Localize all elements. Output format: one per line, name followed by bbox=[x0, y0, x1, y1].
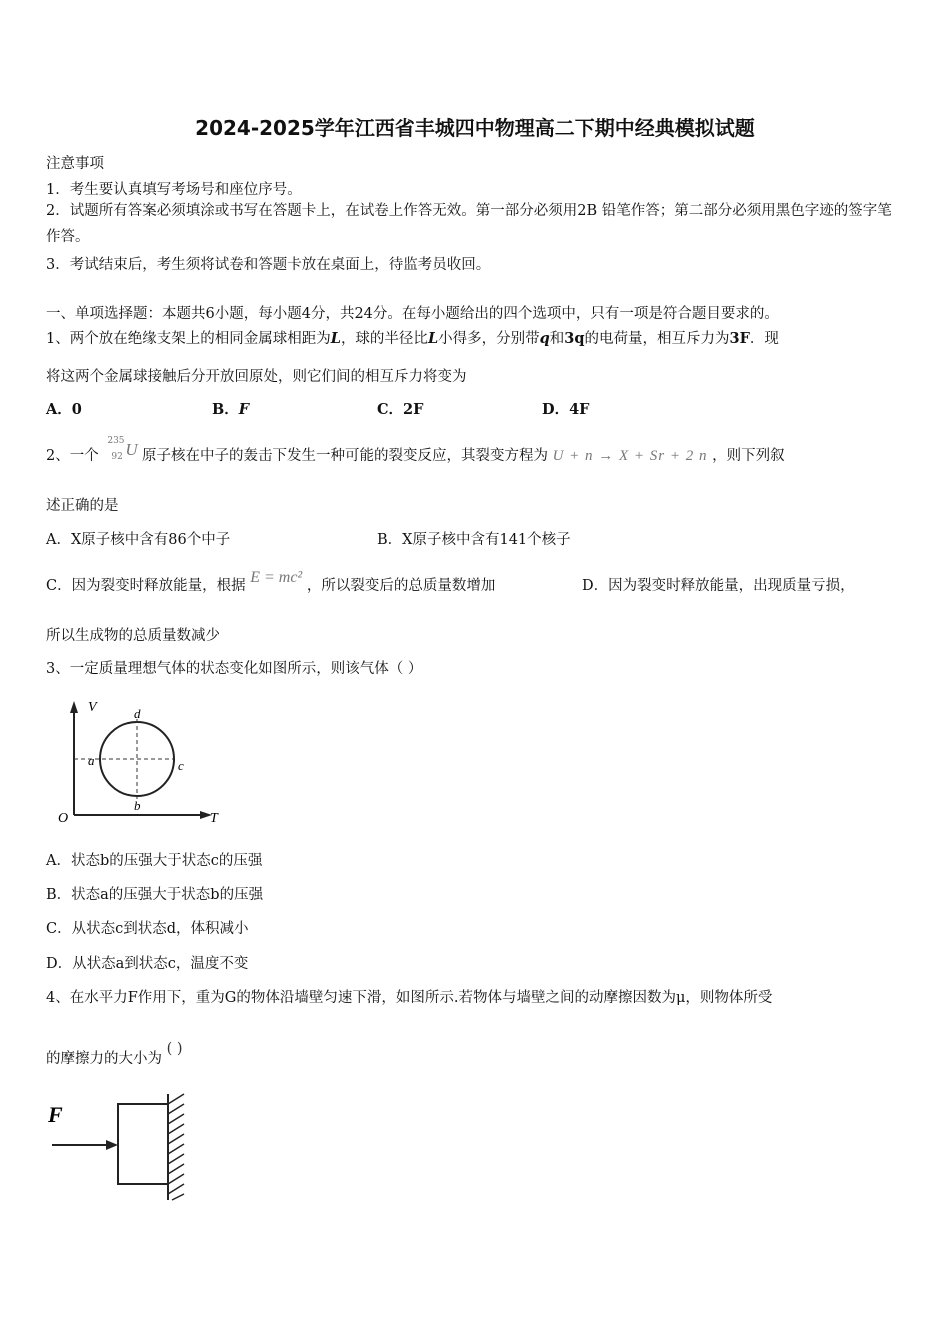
q3-option-b[interactable]: B．状态a的压强大于状态b的压强 bbox=[46, 887, 264, 903]
t-axis-label: T bbox=[210, 811, 218, 826]
v-axis-arrow bbox=[70, 701, 78, 713]
wall-block-diagram bbox=[44, 1092, 194, 1204]
fission-equation: U + n → X + Sr + 2 n bbox=[552, 448, 708, 464]
q2-option-d-cont: 所以生成物的总质量数减少 bbox=[46, 628, 220, 644]
notice-item-3: 3．考试结束后，考生须将试卷和答题卡放在桌面上，待监考员收回。 bbox=[46, 257, 491, 273]
q1-option-b[interactable]: B．F bbox=[212, 401, 250, 418]
point-a-label: a bbox=[88, 753, 95, 768]
page-title: 2024-2025学年江西省丰城四中物理高二下期中经典模拟试题 bbox=[195, 116, 755, 140]
q1-option-a[interactable]: A．0 bbox=[46, 401, 82, 418]
origin-label: O bbox=[58, 811, 69, 826]
wall-hatching bbox=[168, 1094, 184, 1200]
q1-stem-line1: 1、两个放在绝缘支架上的相同金属球相距为L，球的半径比L小得多，分别带q和3q的电荷量，相互斥力为3F．现 bbox=[46, 330, 779, 347]
q2-stem-line2: 述正确的是 bbox=[46, 498, 119, 514]
point-c-label: c bbox=[178, 758, 184, 773]
q2-option-c[interactable]: C．因为裂变时释放能量，根据 E = mc² ，所以裂变后的总质量数增加 bbox=[46, 569, 496, 594]
force-label: F bbox=[48, 1102, 63, 1127]
q4-stem-line1: 4、在水平力F作用下，重为G的物体沿墙壁匀速下滑，如图所示.若物体与墙壁之间的动摩擦因数为μ，则物体所受 bbox=[46, 990, 773, 1006]
q3-option-d[interactable]: D．从状态a到状态c，温度不变 bbox=[46, 956, 249, 972]
q2-option-b[interactable]: B．X原子核中含有141个核子 bbox=[377, 532, 571, 548]
notice-heading: 注意事项 bbox=[46, 156, 104, 172]
q2-option-d[interactable]: D．因为裂变时释放能量，出现质量亏损， bbox=[582, 578, 855, 594]
notice-item-2: 2．试题所有答案必须填涂或书写在答题卡上，在试卷上作答无效。第一部分必须用2B 铅笔作答；第二部分必须用黑色字迹的签字笔作答。 bbox=[46, 203, 892, 245]
force-arrow-head bbox=[106, 1140, 118, 1150]
q2-stem-line1: 2、一个 235 92 U 原子核在中子的轰击下发生一种可能的裂变反应，其裂变方程为 U + n → X + Sr + 2 n ，则下列叙 bbox=[46, 436, 785, 464]
block bbox=[118, 1104, 168, 1184]
section-heading: 一、单项选择题：本题共6小题，每小题4分，共24分。在每小题给出的四个选项中，只有一项是符合题目要求的。 bbox=[46, 306, 779, 322]
uranium-symbol: 235 92 U bbox=[107, 436, 138, 462]
q3-option-c[interactable]: C．从状态c到状态d，体积减小 bbox=[46, 921, 249, 937]
q3-option-a[interactable]: A．状态b的压强大于状态c的压强 bbox=[46, 853, 263, 869]
vt-diagram bbox=[50, 695, 230, 830]
v-axis-label: V bbox=[88, 700, 97, 715]
mass-energy-formula: E = mc² bbox=[250, 569, 303, 586]
point-b-label: b bbox=[134, 798, 141, 813]
notice-item-1: 1．考生要认真填写考场号和座位序号。 bbox=[46, 182, 302, 198]
q2-option-a[interactable]: A．X原子核中含有86个中子 bbox=[46, 532, 231, 548]
point-d-label: d bbox=[134, 706, 141, 721]
q1-option-d[interactable]: D．4F bbox=[542, 401, 590, 418]
q1-option-c[interactable]: C．2F bbox=[377, 401, 424, 418]
q4-stem-line2: 的摩擦力的大小为 ( ) bbox=[46, 1041, 183, 1067]
answer-paren: ( ) bbox=[166, 1041, 183, 1057]
q1-stem-line2: 将这两个金属球接触后分开放回原处，则它们间的相互斥力将变为 bbox=[46, 369, 467, 385]
q3-stem: 3、一定质量理想气体的状态变化如图所示，则该气体（ ） bbox=[46, 661, 423, 677]
